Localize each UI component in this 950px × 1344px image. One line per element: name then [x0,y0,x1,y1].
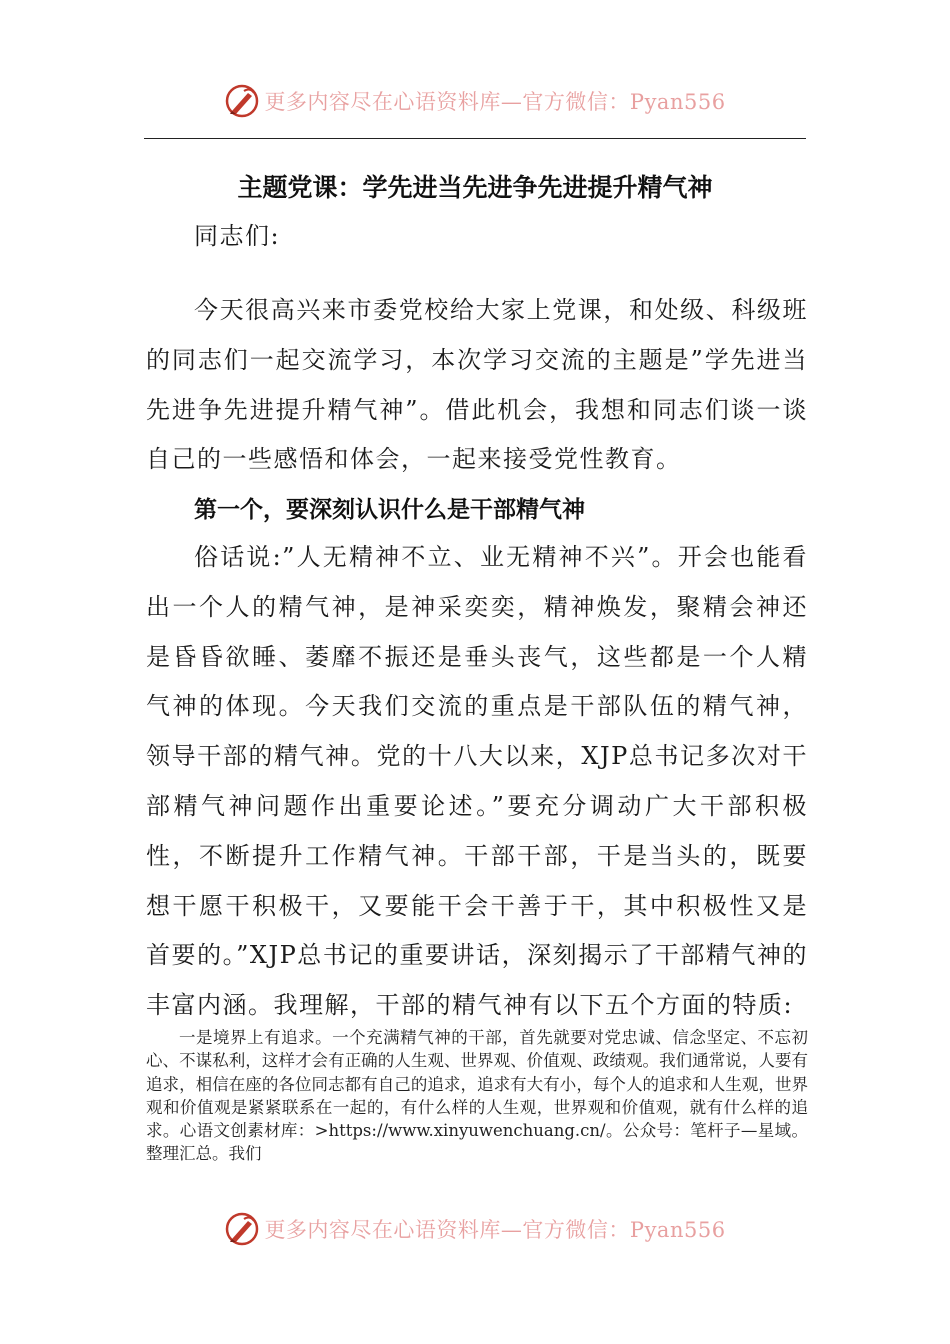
footer-banner-text: 更多内容尽在心语资料库—官方微信：Pyan556 [264,1218,726,1242]
greeting: 同志们: [194,222,281,250]
paragraph-block-2 [146,533,808,1031]
header-banner-text: 更多内容尽在心语资料库—官方微信：Pyan556 [264,90,726,114]
paragraph-block-1 [146,286,808,485]
pen-logo-icon [224,1211,260,1247]
paragraph-block-3 [146,1026,808,1166]
document-title: 主题党课：学先进当先进争先进提升精气神 [237,173,713,202]
paragraph-1: 今天很高兴来市委党校给大家上党课，和处级、科级班的同志们一起交流学习，本次学习交流的主题是”学先进当先进争先进提升精气神”。借此机会，我想和同志们谈一谈自己的一些感悟和体会，一起来接受党性教育。 [146,296,808,474]
footer-banner [0,1206,950,1252]
paragraph-3: 一是境界上有追求。一个充满精气神的干部，首先就要对党忠诚、信念坚定、不忘初心、不谋私利，这样才会有正确的人生观、世界观、价值观、政绩观。我们通常说，人要有追求，相信在座的各位同志都有自己的追求，追求有大有小，每个人的追求和人生观，世界观和价值观是紧紧联系在一起的，有什么样的人生观，世界观和价值观，就有什么样的追求。心语文创素材库：>https://www.xinyuwenchuang.cn/。公众号：笔杆子—星域。整理汇总。我们 [146,1028,808,1164]
header-divider [144,138,806,139]
pen-logo-icon [224,83,260,119]
paragraph-2: 俗话说:”人无精神不立、业无精神不兴”。开会也能看出一个人的精气神，是神采奕奕，精神焕发，聚精会神还是昏昏欲睡、萎靡不振还是垂头丧气，这些都是一个人精气神的体现。今天我们交流的重点是干部队伍的精气神，领导干部的精气神。党的十八大以来，XJP总书记多次对干部精气神问题作出重要论述。”要充分调动广大干部积极性，不断提升工作精气神。干部干部，干是当头的，既要想干愿干积极干，又要能干会干善于干，其中积极性又是首要的。”XJP总书记的重要讲话，深刻揭示了干部精气神的丰富内涵。我理解，干部的精气神有以下五个方面的特质: [146,543,808,1020]
section-heading-1: 第一个，要深刻认识什么是干部精气神 [194,497,585,523]
header-banner [0,78,950,124]
greeting-block [146,212,808,262]
